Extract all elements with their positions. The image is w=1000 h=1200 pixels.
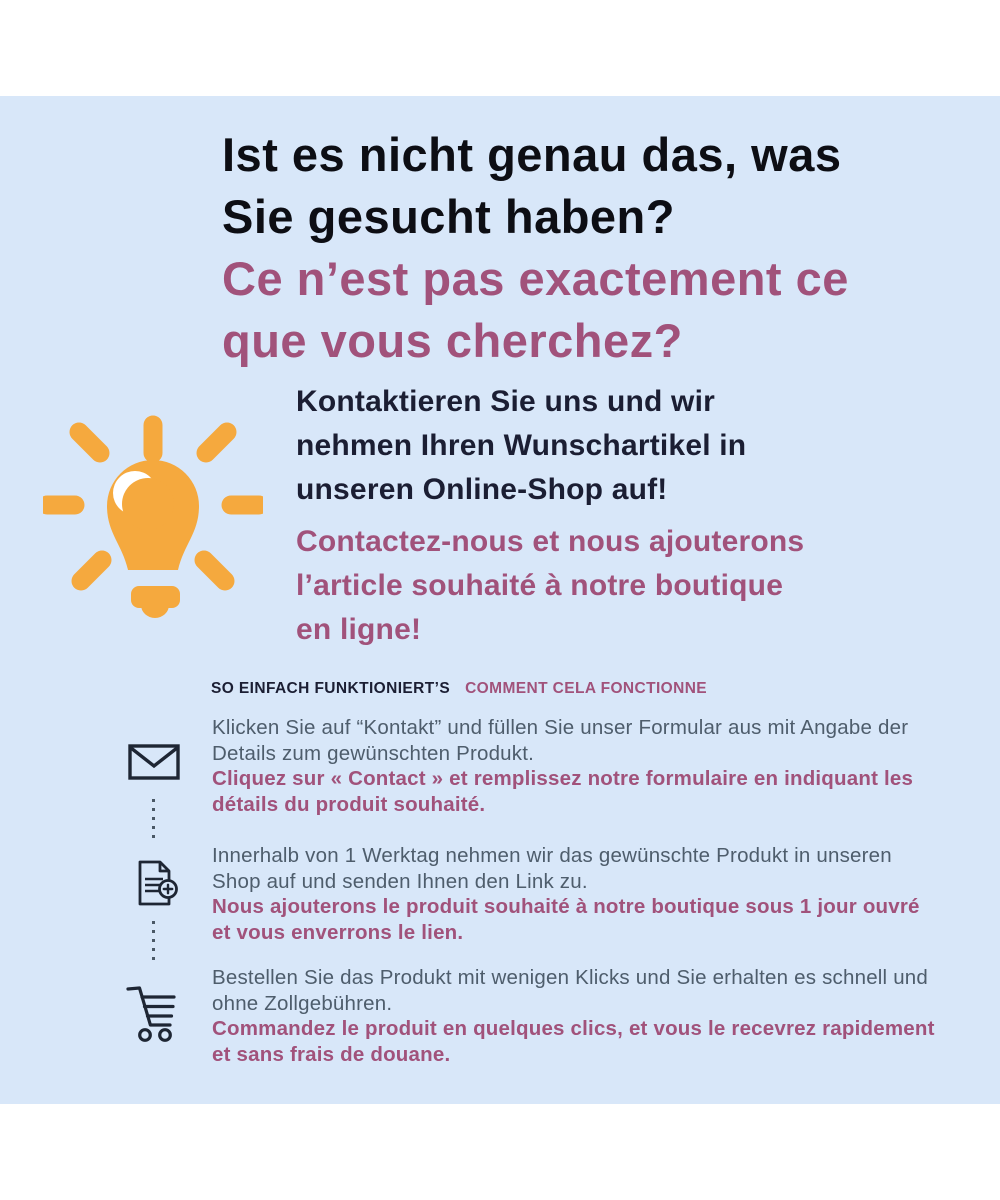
step-3 <box>212 965 944 1067</box>
headline-french-line1: Ce n’est pas exactement ce <box>222 252 849 305</box>
step-3-text-german: Bestellen Sie das Produkt mit wenigen Klicks und Sie erhalten es schnell und ohne Zollgebühren. <box>212 966 929 1015</box>
lightbulb-icon <box>43 415 263 620</box>
headline-german-line1: Ist es nicht genau das, was <box>222 128 842 181</box>
dotted-connector <box>152 799 155 840</box>
dotted-connector <box>152 921 155 962</box>
intro-german-line1: Kontaktieren Sie uns und wir <box>296 385 715 418</box>
step-2-text-german: Innerhalb von 1 Werktag nehmen wir das gewünschte Produkt in unseren Shop auf und senden Ihnen den Link zu. <box>212 844 892 893</box>
headline-german <box>222 124 841 248</box>
step-3-text-french: Commandez le produit en quelques clics, et vous le recevrez rapidement et sans frais de douane. <box>212 1017 935 1066</box>
intro-german-line2: nehmen Ihren Wunschartikel in <box>296 429 747 462</box>
how-it-works-label-french: COMMENT CELA FONCTIONNE <box>465 680 708 697</box>
headline-french-line2: que vous cherchez? <box>222 314 683 367</box>
intro-french-line3: en ligne! <box>296 613 422 646</box>
intro-french-line2: l’article souhaité à notre boutique <box>296 569 784 602</box>
step-2 <box>212 843 944 945</box>
intro-german-line3: unseren Online-Shop auf! <box>296 473 668 506</box>
step-1-text-french: Cliquez sur « Contact » et remplissez notre formulaire en indiquant les détails du produit souhaité. <box>212 767 914 816</box>
envelope-icon <box>128 744 180 780</box>
intro-french-line1: Contactez-nous et nous ajouterons <box>296 525 805 558</box>
shopping-cart-icon <box>125 984 177 1042</box>
step-1 <box>212 715 944 817</box>
headline-german-line2: Sie gesucht haben? <box>222 190 675 243</box>
intro-french <box>296 520 804 652</box>
intro-german <box>296 380 804 512</box>
how-it-works-header <box>211 680 707 698</box>
intro-text <box>296 380 804 652</box>
step-2-text-french: Nous ajouterons le produit souhaité à notre boutique sous 1 jour ouvré et vous enverrons le lien. <box>212 895 920 944</box>
document-add-icon <box>130 858 180 908</box>
step-1-text-german: Klicken Sie auf “Kontakt” und füllen Sie unser Formular aus mit Angabe der Details zum gewünschten Produkt. <box>212 716 909 765</box>
headline-french <box>222 248 849 372</box>
blue-panel <box>0 96 1000 1104</box>
how-it-works-label-german: SO EINFACH FUNKTIONIERT’S <box>211 680 451 697</box>
